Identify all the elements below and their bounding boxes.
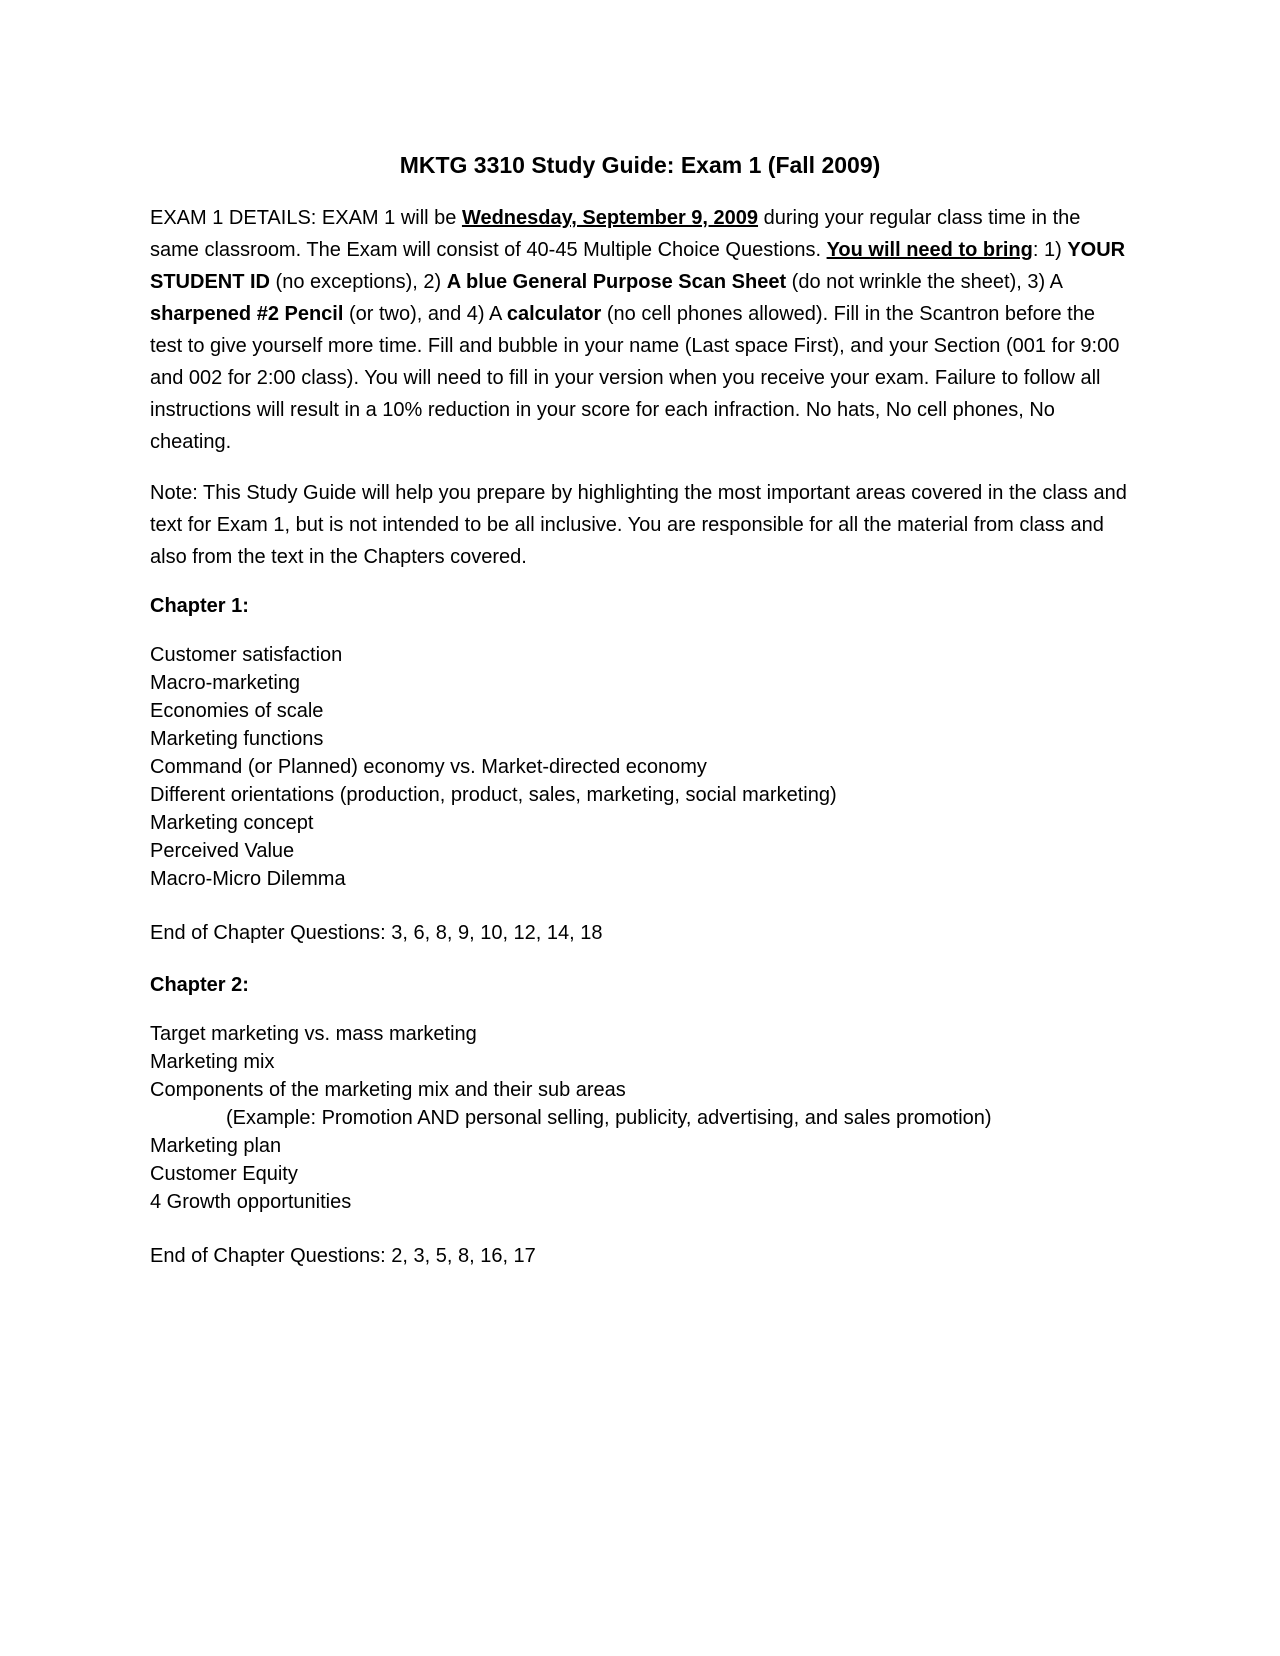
chapter-1-heading: Chapter 1: (150, 595, 249, 617)
pencil-requirement: sharpened #2 Pencil (150, 303, 344, 325)
list-item: Different orientations (production, product, sales, marketing, social marketing) (150, 784, 837, 806)
chapter-2-heading: Chapter 2: (150, 974, 249, 996)
details-text-4: (no exceptions), 2) (270, 271, 447, 293)
student-id-requirement: YOUR STUDENT ID (150, 239, 1126, 293)
document-page (150, 150, 1130, 1294)
exam-details-paragraph (150, 202, 1130, 458)
details-text-7: (no cell phones allowed). Fill in the Scantron before the test to give yourself more time. Fill and bubble in your name (Last space First), and your Section (001 for 9:00 and 002 for 2:00 class). You will need to fill in your version when you receive your exam. Failure to follow all instructions will result in a 10% reduction in your score for each infraction. No hats, No cell phones, No cheating. (150, 303, 1120, 453)
details-text-6: (or two), and 4) A (343, 303, 507, 325)
list-item: Macro-Micro Dilemma (150, 868, 346, 890)
list-item: Marketing concept (150, 812, 314, 834)
list-item: Target marketing vs. mass marketing (150, 1023, 477, 1045)
calculator-requirement: calculator (506, 303, 602, 325)
chapter-2-topic-list (150, 1020, 1130, 1216)
list-item: Marketing functions (150, 728, 324, 750)
list-item: Marketing mix (150, 1051, 275, 1073)
list-item: Marketing plan (150, 1135, 282, 1157)
scan-sheet-requirement: A blue General Purpose Scan Sheet (446, 271, 787, 293)
list-item: 4 Growth opportunities (150, 1191, 352, 1213)
document-title: MKTG 3310 Study Guide: Exam 1 (Fall 2009) (399, 152, 881, 178)
list-item: Components of the marketing mix and their sub areas (150, 1079, 626, 1101)
details-text-5: (do not wrinkle the sheet), 3) A (786, 271, 1062, 293)
list-item: Perceived Value (150, 840, 295, 862)
list-item: Customer Equity (150, 1163, 298, 1185)
list-item: Macro-marketing (150, 672, 301, 694)
exam-date: Wednesday, September 9, 2009 (461, 207, 759, 229)
chapter-2-questions: End of Chapter Questions: 2, 3, 5, 8, 16, 17 (150, 1245, 536, 1267)
details-text-3: : 1) (1032, 239, 1068, 261)
details-text-1: EXAM 1 DETAILS: EXAM 1 will be (150, 207, 462, 229)
list-item-example: (Example: Promotion AND personal selling, publicity, advertising, and sales promotion) (226, 1107, 992, 1129)
note-paragraph: Note: This Study Guide will help you prepare by highlighting the most important areas covered in the class and text for Exam 1, but is not intended to be all inclusive. You are responsible for all the material from class and also from the text in the Chapters covered. (150, 482, 1127, 568)
list-item: Command (or Planned) economy vs. Market-directed economy (150, 756, 707, 778)
bring-label: You will need to bring (826, 239, 1033, 261)
chapter-1-questions: End of Chapter Questions: 3, 6, 8, 9, 10, 12, 14, 18 (150, 922, 603, 944)
list-item: Economies of scale (150, 700, 324, 722)
chapter-1-topic-list (150, 641, 1130, 893)
details-text-2: during your regular class time in the same classroom. The Exam will consist of 40-45 Multiple Choice Questions. (150, 207, 1081, 261)
list-item: Customer satisfaction (150, 644, 343, 666)
